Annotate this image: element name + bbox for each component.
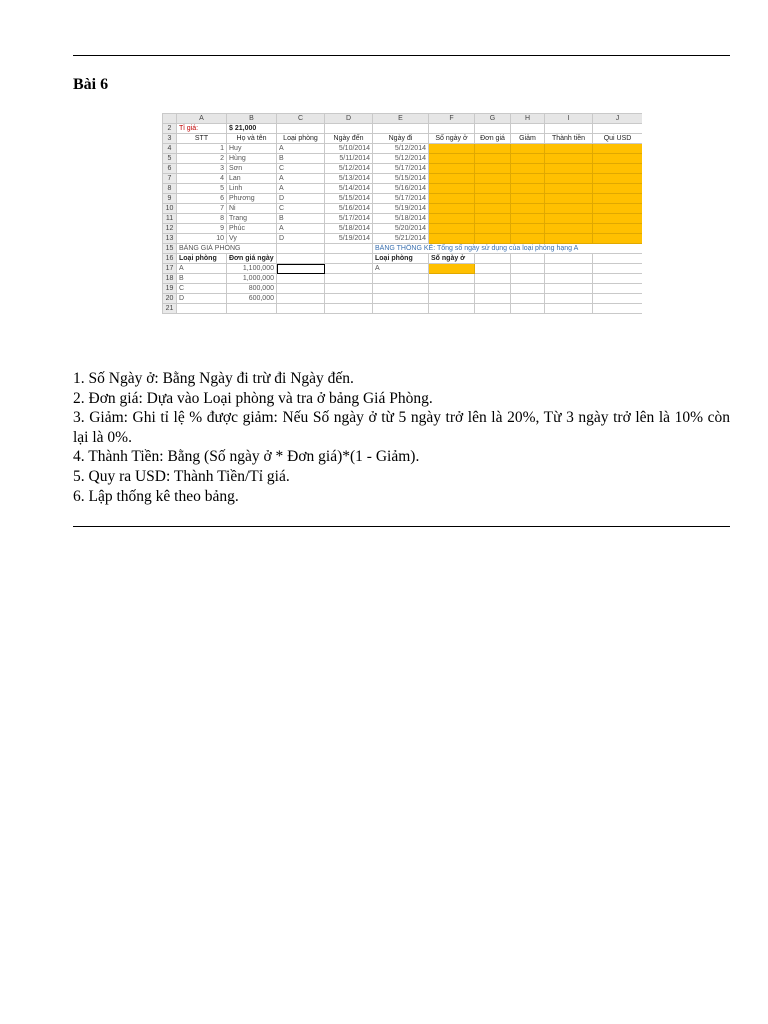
sheet-cell — [429, 194, 475, 204]
sheet-cell — [593, 274, 643, 284]
sheet-cell — [475, 234, 511, 244]
sheet-cell — [325, 284, 373, 294]
sheet-cell — [429, 124, 475, 134]
sheet-data-row — [163, 164, 643, 174]
sheet-cell — [475, 124, 511, 134]
sheet-cell — [277, 304, 325, 314]
sheet-cell: 9 — [163, 194, 177, 204]
sheet-cell: B — [227, 114, 277, 124]
sheet-cell — [511, 144, 545, 154]
sheet-data-row — [163, 224, 643, 234]
sheet-cell — [475, 154, 511, 164]
sheet-cell: 1,100,000 — [227, 264, 277, 274]
sheet-cell: Vy — [227, 234, 277, 244]
sheet-cell: 18 — [163, 274, 177, 284]
sheet-cell: 5 — [163, 154, 177, 164]
sheet-cell — [593, 164, 643, 174]
sheet-cell: 20 — [163, 294, 177, 304]
sheet-cell: 800,000 — [227, 284, 277, 294]
sheet-cell: 8 — [177, 214, 227, 224]
sheet-cell — [545, 224, 593, 234]
sheet-cell — [545, 254, 593, 264]
sheet-section-row — [163, 244, 643, 254]
sheet-cell: Lan — [227, 174, 277, 184]
sheet-cell — [325, 124, 373, 134]
sheet-cell: Đơn giá — [475, 134, 511, 144]
sheet-cell: D — [177, 294, 227, 304]
sheet-cell: 6 — [163, 164, 177, 174]
sheet-cell — [511, 294, 545, 304]
sheet-cell — [475, 184, 511, 194]
sheet-cell: A — [177, 264, 227, 274]
sheet-cell: 5/10/2014 — [325, 144, 373, 154]
sheet-data-row — [163, 234, 643, 244]
sheet-cell: 10 — [163, 204, 177, 214]
sheet-cell — [545, 274, 593, 284]
sheet-cell — [511, 254, 545, 264]
sheet-cell — [545, 234, 593, 244]
sheet-cell — [593, 284, 643, 294]
sheet-cell: 16 — [163, 254, 177, 264]
sheet-cell: 3 — [163, 134, 177, 144]
sheet-data-row — [163, 204, 643, 214]
sheet-cell — [475, 304, 511, 314]
sheet-cell — [475, 164, 511, 174]
sheet-cell: 5/14/2014 — [325, 184, 373, 194]
sheet-cell: Huy — [227, 144, 277, 154]
sheet-cell: F — [429, 114, 475, 124]
sheet-cell: 5/15/2014 — [325, 194, 373, 204]
sheet-cell: 15 — [163, 244, 177, 254]
sheet-cell — [511, 124, 545, 134]
sheet-cell — [325, 304, 373, 314]
sheet-cell — [593, 194, 643, 204]
sheet-cell — [475, 284, 511, 294]
sheet-cell — [593, 234, 643, 244]
sheet-cell: A — [373, 264, 429, 274]
sheet-cell — [511, 264, 545, 274]
sheet-cell: A — [277, 144, 325, 154]
sheet-cell — [373, 294, 429, 304]
sheet-cell — [545, 214, 593, 224]
sheet-cell — [373, 284, 429, 294]
sheet-cell — [475, 144, 511, 154]
sheet-cell — [593, 184, 643, 194]
sheet-cell: E — [373, 114, 429, 124]
sheet-cell — [545, 194, 593, 204]
sheet-cell: G — [475, 114, 511, 124]
sheet-cell — [475, 294, 511, 304]
sheet-cell — [277, 274, 325, 284]
sheet-cell — [593, 144, 643, 154]
instruction-item: 3. Giảm: Ghi tỉ lệ % được giảm: Nếu Số ngày ở từ 5 ngày trở lên là 20%, Từ 3 ngày trở lên là 10% còn lại là 0%. — [73, 409, 730, 446]
sheet-cell — [429, 284, 475, 294]
sheet-data-row — [163, 214, 643, 224]
sheet-price-row — [163, 284, 643, 294]
sheet-cell: 5/13/2014 — [325, 174, 373, 184]
sheet-cell: 1,000,000 — [227, 274, 277, 284]
sheet-cell: D — [325, 114, 373, 124]
sheet-cell: 1 — [177, 144, 227, 154]
sheet-cell — [429, 264, 475, 274]
sheet-cell — [511, 234, 545, 244]
sheet-cell: Loại phòng — [177, 254, 227, 264]
sheet-cell — [429, 154, 475, 164]
sheet-cell — [373, 124, 429, 134]
sheet-cell: 5/18/2014 — [373, 214, 429, 224]
sheet-cell — [475, 264, 511, 274]
sheet-cell — [545, 144, 593, 154]
sheet-cell — [593, 174, 643, 184]
sheet-cell: B — [177, 274, 227, 284]
sheet-cell: 5/17/2014 — [325, 214, 373, 224]
sheet-cell: Tỉ giá: — [177, 124, 227, 134]
sheet-cell — [429, 274, 475, 284]
sheet-cell: A — [177, 114, 227, 124]
sheet-cell — [545, 184, 593, 194]
sheet-price-row — [163, 294, 643, 304]
sheet-price-row — [163, 264, 643, 274]
sheet-cell: 5 — [177, 184, 227, 194]
sheet-column-header — [163, 114, 643, 124]
sheet-cell — [545, 174, 593, 184]
sheet-cell — [475, 224, 511, 234]
sheet-cell — [511, 224, 545, 234]
sheet-cell: Loại phòng — [277, 134, 325, 144]
instruction-item: 1. Số Ngày ở: Bằng Ngày đi trừ đi Ngày đến. — [73, 370, 354, 387]
sheet-cell: $ 21,000 — [227, 124, 277, 134]
sheet-cell: 4 — [177, 174, 227, 184]
sheet-cell — [325, 244, 373, 254]
sheet-cell — [511, 164, 545, 174]
sheet-data-row — [163, 184, 643, 194]
bottom-rule — [73, 526, 730, 527]
sheet-cell — [511, 274, 545, 284]
sheet-cell — [511, 284, 545, 294]
sheet-cell: A — [277, 224, 325, 234]
sheet-cell — [545, 154, 593, 164]
sheet-cell — [593, 214, 643, 224]
sheet-cell: C — [277, 164, 325, 174]
sheet-cell — [593, 154, 643, 164]
sheet-cell — [511, 304, 545, 314]
sheet-cell — [593, 264, 643, 274]
instruction-item: 6. Lập thống kê theo bảng. — [73, 487, 239, 505]
sheet-cell: Phương — [227, 194, 277, 204]
sheet-cell: 2 — [177, 154, 227, 164]
instruction-item: 4. Thành Tiền: Bằng (Số ngày ở * Đơn giá)*(1 - Giảm). — [73, 448, 420, 466]
sheet-cell: Ni — [227, 204, 277, 214]
sheet-cell — [593, 254, 643, 264]
sheet-cell: Ngày đến — [325, 134, 373, 144]
sheet-cell — [545, 164, 593, 174]
sheet-cell: 10 — [177, 234, 227, 244]
sheet-empty-row — [163, 304, 643, 314]
sheet-cell: BẢNG THỐNG KÊ: Tổng số ngày sử dụng của loại phòng hạng A — [373, 244, 643, 254]
sheet-cell — [429, 144, 475, 154]
sheet-cell — [373, 304, 429, 314]
sheet-cell: 5/16/2014 — [325, 204, 373, 214]
sheet-cell: Qui USD — [593, 134, 643, 144]
sheet-cell: 5/19/2014 — [373, 204, 429, 214]
sheet-cell: 17 — [163, 264, 177, 274]
sheet-cell: 5/18/2014 — [325, 224, 373, 234]
sheet-cell — [429, 204, 475, 214]
sheet-cell: 6 — [177, 194, 227, 204]
sheet-cell: 4 — [163, 144, 177, 154]
sheet-cell — [593, 294, 643, 304]
sheet-cell: 13 — [163, 234, 177, 244]
sheet-cell: 3 — [177, 164, 227, 174]
instruction-list — [73, 369, 730, 506]
sheet-cell — [325, 294, 373, 304]
sheet-cell: 5/17/2014 — [373, 164, 429, 174]
sheet-cell: 8 — [163, 184, 177, 194]
sheet-cell — [545, 124, 593, 134]
sheet-cell: J — [593, 114, 643, 124]
sheet-cell: 600,000 — [227, 294, 277, 304]
top-rule — [73, 55, 730, 56]
sheet-cell: Loại phòng — [373, 254, 429, 264]
sheet-cell: 5/15/2014 — [373, 174, 429, 184]
sheet-cell — [475, 214, 511, 224]
sheet-cell — [429, 214, 475, 224]
sheet-cell: 5/16/2014 — [373, 184, 429, 194]
sheet-data-row — [163, 174, 643, 184]
sheet-cell — [429, 164, 475, 174]
sheet-cell — [593, 124, 643, 134]
sheet-header-row — [163, 134, 643, 144]
sheet-cell: 11 — [163, 214, 177, 224]
sheet-cell — [545, 284, 593, 294]
sheet-cell: 7 — [177, 204, 227, 214]
instruction-item: 5. Quy ra USD: Thành Tiền/Tỉ giá. — [73, 467, 290, 485]
sheet-cell: Trang — [227, 214, 277, 224]
sheet-cell — [325, 254, 373, 264]
sheet-cell — [429, 184, 475, 194]
sheet-cell — [277, 284, 325, 294]
sheet-cell — [511, 184, 545, 194]
sheet-cell: Linh — [227, 184, 277, 194]
sheet-cell — [545, 294, 593, 304]
sheet-cell: Thành tiền — [545, 134, 593, 144]
sheet-cell: Sơn — [227, 164, 277, 174]
sheet-cell — [373, 274, 429, 284]
sheet-cell: 5/21/2014 — [373, 234, 429, 244]
sheet-cell: Phúc — [227, 224, 277, 234]
sheet-cell — [177, 304, 227, 314]
sheet-cell — [429, 234, 475, 244]
sheet-cell: C — [277, 204, 325, 214]
sheet-cell — [545, 204, 593, 214]
sheet-cell — [593, 224, 643, 234]
sheet-cell — [475, 254, 511, 264]
sheet-cell — [475, 204, 511, 214]
sheet-cell: 5/20/2014 — [373, 224, 429, 234]
sheet-cell — [593, 204, 643, 214]
spreadsheet-image — [162, 113, 642, 331]
sheet-cell — [277, 294, 325, 304]
sheet-cell — [511, 154, 545, 164]
sheet-cell: 9 — [177, 224, 227, 234]
sheet-cell — [511, 194, 545, 204]
sheet-cell — [429, 294, 475, 304]
sheet-cell — [325, 264, 373, 274]
sheet-cell — [163, 114, 177, 124]
exercise-title: Bài 6 — [73, 76, 109, 93]
sheet-cell — [277, 124, 325, 134]
sheet-price-row — [163, 274, 643, 284]
sheet-cell: Đơn giá ngày — [227, 254, 277, 264]
sheet-cell: C — [177, 284, 227, 294]
sheet-cell: Giảm — [511, 134, 545, 144]
sheet-cell — [277, 254, 325, 264]
sheet-cell — [475, 274, 511, 284]
sheet-cell: 2 — [163, 124, 177, 134]
sheet-cell — [545, 264, 593, 274]
sheet-cell: 5/19/2014 — [325, 234, 373, 244]
sheet-cell: 5/11/2014 — [325, 154, 373, 164]
sheet-cell: 5/12/2014 — [373, 144, 429, 154]
sheet-cell: BẢNG GIÁ PHÒNG — [177, 244, 277, 254]
sheet-cell — [475, 174, 511, 184]
sheet-cell — [277, 244, 325, 254]
sheet-cell: B — [277, 154, 325, 164]
sheet-cell: 7 — [163, 174, 177, 184]
sheet-cell: D — [277, 234, 325, 244]
sheet-subheader-row — [163, 254, 643, 264]
sheet-cell — [325, 274, 373, 284]
sheet-cell — [511, 204, 545, 214]
sheet-cell: STT — [177, 134, 227, 144]
sheet-cell: Họ và tên — [227, 134, 277, 144]
sheet-cell: A — [277, 184, 325, 194]
sheet-rate-row — [163, 124, 643, 134]
sheet-cell — [277, 264, 325, 274]
sheet-cell — [429, 224, 475, 234]
sheet-cell: 21 — [163, 304, 177, 314]
sheet-cell: 19 — [163, 284, 177, 294]
sheet-cell — [545, 304, 593, 314]
sheet-cell — [475, 194, 511, 204]
sheet-cell: H — [511, 114, 545, 124]
sheet-cell — [429, 304, 475, 314]
sheet-cell: 5/17/2014 — [373, 194, 429, 204]
sheet-cell — [511, 174, 545, 184]
sheet-cell: 5/12/2014 — [325, 164, 373, 174]
sheet-cell: Ngày đi — [373, 134, 429, 144]
sheet-data-row — [163, 194, 643, 204]
sheet-cell: B — [277, 214, 325, 224]
sheet-cell: Hùng — [227, 154, 277, 164]
sheet-cell: Số ngày ở — [429, 134, 475, 144]
sheet-cell — [227, 304, 277, 314]
sheet-cell: Số ngày ở — [429, 254, 475, 264]
sheet-cell — [593, 304, 643, 314]
sheet-cell: I — [545, 114, 593, 124]
sheet-data-row — [163, 144, 643, 154]
sheet-data-row — [163, 154, 643, 164]
sheet-cell — [511, 214, 545, 224]
sheet-cell: C — [277, 114, 325, 124]
sheet-cell — [429, 174, 475, 184]
sheet-cell: 12 — [163, 224, 177, 234]
sheet-cell: A — [277, 174, 325, 184]
sheet-cell: D — [277, 194, 325, 204]
instruction-item: 2. Đơn giá: Dựa vào Loại phòng và tra ở bảng Giá Phòng. — [73, 389, 433, 407]
sheet-cell: 5/12/2014 — [373, 154, 429, 164]
